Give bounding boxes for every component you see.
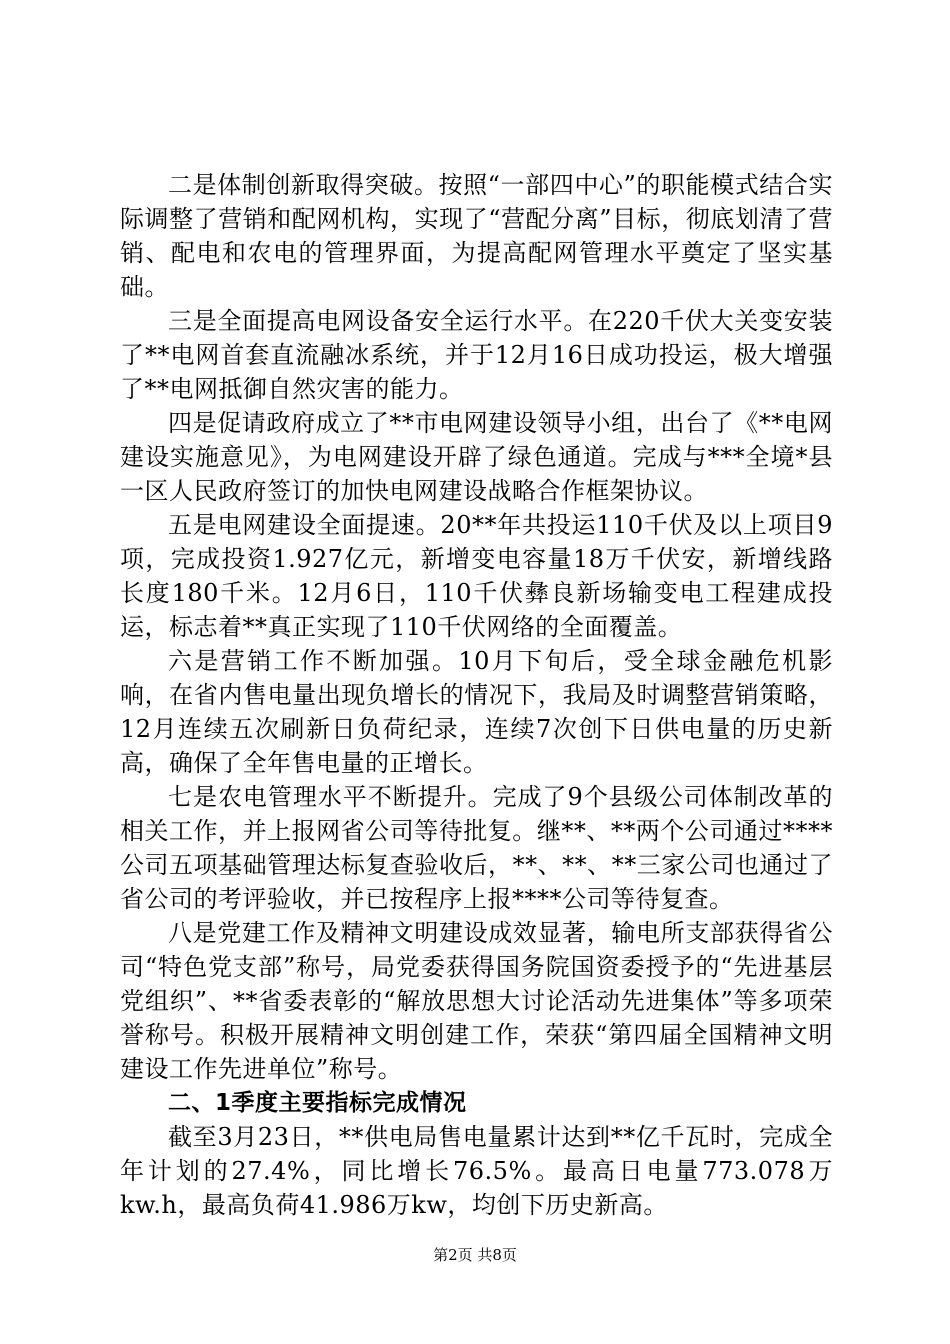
- paragraph-q1-indicators: 截至3月23日，**供电局售电量累计达到**亿千瓦时，完成全年计划的27.4%，同比增长76.5%。最高日电量773.078万kw.h，最高负荷41.986万kw，均创下历史新高。: [120, 1123, 833, 1219]
- document-body: [120, 168, 833, 1222]
- paragraph-grid-safety: 三是全面提高电网设备安全运行水平。在220千伏大关变安装了**电网首套直流融冰系统，并于12月16日成功投运，极大增强了**电网抵御自然灾害的能力。: [120, 307, 833, 403]
- paragraph-institutional-reform: 二是体制创新取得突破。按照“一部四中心”的职能模式结合实际调整了营销和配网机构，实现了“营配分离”目标，彻底划清了营销、配电和农电的管理界面，为提高配网管理水平奠定了坚实基础。: [120, 171, 833, 301]
- paragraph-grid-construction: 五是电网建设全面提速。20**年共投运110千伏及以上项目9项，完成投资1.927亿元，新增变电容量18万千伏安，新增线路长度180千米。12月6日，110千伏彝良新场输变电工程建成投运，标志着**真正实现了110千伏网络的全面覆盖。: [120, 511, 833, 641]
- paragraph-government-cooperation: 四是促请政府成立了**市电网建设领导小组，出台了《**电网建设实施意见》，为电网建设开辟了绿色通道。完成与***全境*县一区人民政府签订的加快电网建设战略合作框架协议。: [120, 409, 833, 505]
- page-number-footer: 第2页 共8页: [433, 1246, 517, 1264]
- section-heading: 二、1季度主要指标完成情况: [168, 1090, 467, 1116]
- paragraph-rural-power: 七是农电管理水平不断提升。完成了9个县级公司体制改革的相关工作，并上报网省公司等待批复。继**、**两个公司通过****公司五项基础管理达标复查验收后，**、**、**三家公司也通过了省公司的考评验收，并已按程序上报****公司等待复查。: [120, 783, 833, 913]
- paragraph-marketing: 六是营销工作不断加强。10月下旬后，受全球金融危机影响，在省内售电量出现负增长的情况下，我局及时调整营销策略，12月连续五次刷新日负荷纪录，连续7次创下日供电量的历史新高，确保了全年售电量的正增长。: [120, 647, 833, 777]
- paragraph-party-building: 八是党建工作及精神文明建设成效显著，输电所支部获得省公司“特色党支部”称号，局党委获得国务院国资委授予的“先进基层党组织”、**省委表彰的“解放思想大讨论活动先进集体”等多项荣誉称号。积极开展精神文明创建工作，荣获“第四届全国精神文明建设工作先进单位”称号。: [120, 919, 833, 1083]
